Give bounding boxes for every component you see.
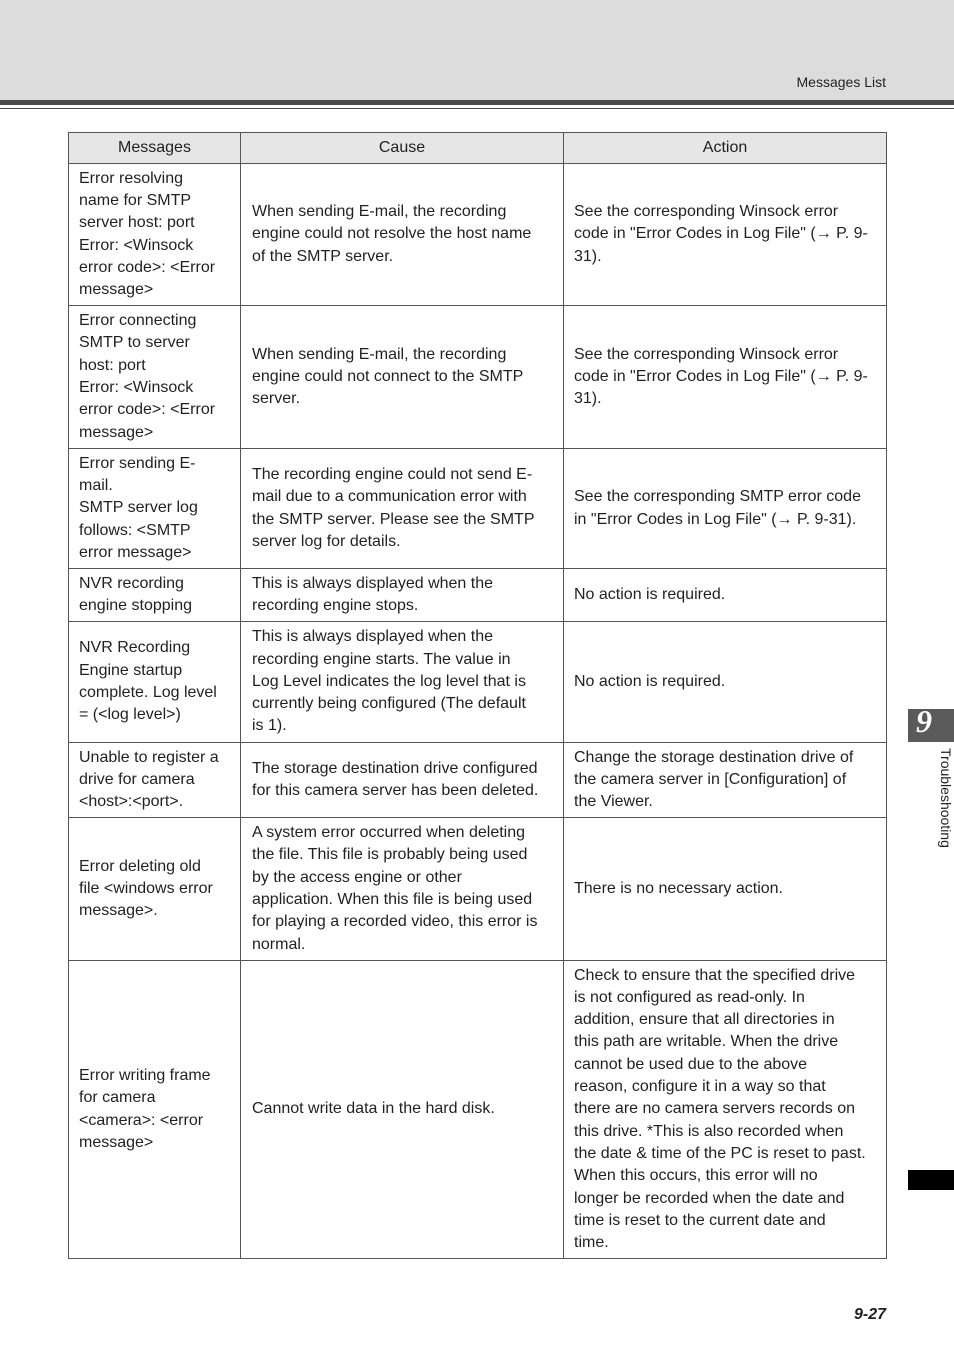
cell-text-line: NVR recording	[79, 574, 184, 592]
cell-text-line: mail due to a communication error with	[252, 488, 527, 506]
cell-text-line: error message>	[79, 543, 192, 561]
cell-text-line: this path are writable. When the drive	[574, 1033, 839, 1051]
cell-text-line: file <windows error	[79, 879, 213, 897]
cell-text-line: is not configured as read-only. In	[574, 988, 805, 1006]
cell-text-line: Change the storage destination drive of	[574, 748, 854, 766]
cell-text-line: the file. This file is probably being used	[252, 846, 528, 864]
cell-text-line: No action is required.	[574, 585, 726, 603]
table-row	[69, 743, 887, 818]
cell-text-line: See the corresponding Winsock error	[574, 345, 839, 363]
cause-cell	[241, 961, 564, 1259]
cell-text-line: No action is required.	[574, 672, 726, 690]
chapter-number: 9	[916, 703, 932, 739]
cell-text-line: host: port	[79, 356, 146, 374]
cell-text-line: engine stopping	[79, 597, 192, 614]
cell-text-line: When sending E-mail, the recording	[252, 345, 507, 363]
cell-text-line: recording engine stops.	[252, 597, 419, 614]
cell-text-line: time.	[574, 1234, 609, 1252]
cell-text-line: normal.	[252, 935, 306, 953]
cell-text-line: this drive. *This is also recorded when	[574, 1122, 844, 1140]
cell-text-line: Error connecting	[79, 312, 197, 330]
cell-text-line: mail.	[79, 477, 113, 495]
action-cell	[564, 449, 887, 569]
cell-text-line: Error writing frame	[79, 1066, 211, 1084]
cell-text-line: Unable to register a	[79, 748, 219, 766]
message-cell	[69, 961, 241, 1259]
cell-text-line: engine could not connect to the SMTP	[252, 367, 524, 385]
cell-text-line: cannot be used due to the above	[574, 1055, 808, 1073]
cell-text-line: engine could not resolve the host name	[252, 225, 532, 243]
cell-text-line: reason, configure it in a way so that	[574, 1078, 826, 1096]
table-row	[69, 569, 887, 622]
action-cell	[564, 818, 887, 961]
cell-text-line: the camera server in [Configuration] of	[574, 770, 847, 788]
action-cell	[564, 569, 887, 622]
table-row	[69, 818, 887, 961]
cell-text-line: error code>: <Error	[79, 258, 216, 276]
cell-text-line: See the corresponding SMTP error code	[574, 488, 861, 506]
cell-text-line: complete. Log level	[79, 684, 217, 701]
table-row	[69, 449, 887, 569]
cell-text-line: is 1).	[252, 717, 287, 735]
message-cell	[69, 818, 241, 961]
header-rule-thick	[0, 100, 954, 105]
table-row	[69, 961, 887, 1259]
cause-cell	[241, 449, 564, 569]
message-cell	[69, 569, 241, 622]
cell-text-line: of the SMTP server.	[252, 247, 394, 265]
column-header-cause: Cause	[241, 133, 564, 164]
messages-table	[68, 132, 887, 1259]
cell-text-line: There is no necessary action.	[574, 879, 783, 897]
cell-text-line: SMTP server log	[79, 499, 198, 517]
cell-text-line: A system error occurred when deleting	[252, 824, 526, 842]
table-row	[69, 306, 887, 449]
cell-text-line: server.	[252, 390, 301, 408]
cell-text-line: Log Level indicates the log level that is	[252, 672, 526, 690]
cell-text-line: follows: <SMTP	[79, 521, 191, 539]
action-cell	[564, 743, 887, 818]
cell-text-line: See the corresponding Winsock error	[574, 203, 839, 221]
cell-text-line: error code>: <Error	[79, 401, 216, 419]
message-cell	[69, 306, 241, 449]
section-title: Messages List	[796, 74, 886, 90]
cell-text-line: This is always displayed when the	[252, 574, 494, 592]
cell-text-line: in "Error Codes in Log File" (→ P. 9-31).	[574, 510, 857, 528]
cell-text-line: message>.	[79, 902, 158, 920]
cell-text-line: = (<log level>)	[79, 706, 181, 724]
cell-text-line: The recording engine could not send E-	[252, 465, 533, 483]
cell-text-line: time is reset to the current date and	[574, 1211, 826, 1229]
cell-text-line: When sending E-mail, the recording	[252, 203, 507, 221]
page-number: 9-27	[853, 1306, 886, 1323]
cell-text-line: Check to ensure that the specified drive	[574, 966, 856, 984]
cell-text-line: drive for camera	[79, 770, 195, 788]
cell-text-line: server host: port	[79, 214, 195, 232]
cell-text-line: This is always displayed when the	[252, 628, 494, 646]
action-cell	[564, 306, 887, 449]
header-rule-thin	[0, 108, 954, 109]
cell-text-line: code in "Error Codes in Log File" (→ P. 9-	[574, 225, 868, 243]
cell-text-line: <camera>: <error	[79, 1111, 204, 1129]
cell-text-line: The storage destination drive configured	[252, 759, 538, 777]
cell-text-line: name for SMTP	[79, 191, 192, 209]
cell-text-line: the SMTP server. Please see the SMTP	[252, 510, 535, 528]
table-header-row	[69, 133, 887, 164]
cell-text-line: for this camera server has been deleted.	[252, 782, 539, 799]
cell-text-line: 31).	[574, 390, 602, 408]
cell-text-line: Error resolving	[79, 169, 184, 187]
cell-text-line: by the access engine or other	[252, 868, 462, 886]
table-body	[69, 164, 887, 1259]
cell-text-line: <host>:<port>.	[79, 793, 184, 811]
cell-text-line: Cannot write data in the hard disk.	[252, 1100, 495, 1118]
message-cell	[69, 622, 241, 743]
cell-text-line: message>	[79, 423, 154, 441]
table-row	[69, 164, 887, 306]
cell-text-line: Engine startup	[79, 661, 183, 679]
cell-text-line: 31).	[574, 247, 602, 265]
cause-cell	[241, 818, 564, 961]
cell-text-line: recording engine starts. The value in	[252, 650, 511, 668]
message-cell	[69, 743, 241, 818]
cause-cell	[241, 622, 564, 743]
cell-text-line: application. When this file is being used	[252, 891, 533, 908]
cell-text-line: Error sending E-	[79, 454, 196, 472]
side-index-marker	[908, 1170, 954, 1190]
cell-text-line: addition, ensure that all directories in	[574, 1011, 835, 1029]
cell-text-line: code in "Error Codes in Log File" (→ P. 9-	[574, 367, 868, 385]
cell-text-line: the Viewer.	[574, 793, 653, 811]
column-header-messages: Messages	[69, 133, 241, 164]
cell-text-line: currently being configured (The default	[252, 695, 526, 713]
message-cell	[69, 164, 241, 306]
cell-text-line: NVR Recording	[79, 639, 191, 657]
cell-text-line: When this occurs, this error will no	[574, 1167, 818, 1185]
cell-text-line: Error: <Winsock	[79, 379, 194, 396]
cell-text-line: for camera	[79, 1089, 156, 1107]
cell-text-line: SMTP to server	[79, 334, 190, 352]
cell-text-line: there are no camera servers records on	[574, 1100, 856, 1118]
action-cell	[564, 622, 887, 743]
cell-text-line: longer be recorded when the date and	[574, 1189, 845, 1207]
action-cell	[564, 961, 887, 1259]
cell-text-line: the date & time of the PC is reset to past.	[574, 1144, 866, 1162]
action-cell	[564, 164, 887, 306]
chapter-label: Troubleshooting	[938, 748, 954, 848]
cell-text-line: for playing a recorded video, this error is	[252, 913, 538, 931]
cell-text-line: Error: <Winsock	[79, 236, 194, 254]
cause-cell	[241, 569, 564, 622]
table-row	[69, 622, 887, 743]
column-header-action: Action	[564, 133, 887, 164]
cell-text-line: server log for details.	[252, 532, 401, 550]
cell-text-line: message>	[79, 281, 154, 299]
cause-cell	[241, 164, 564, 306]
cell-text-line: message>	[79, 1133, 154, 1151]
cell-text-line: Error deleting old	[79, 857, 201, 875]
cause-cell	[241, 306, 564, 449]
cause-cell	[241, 743, 564, 818]
message-cell	[69, 449, 241, 569]
